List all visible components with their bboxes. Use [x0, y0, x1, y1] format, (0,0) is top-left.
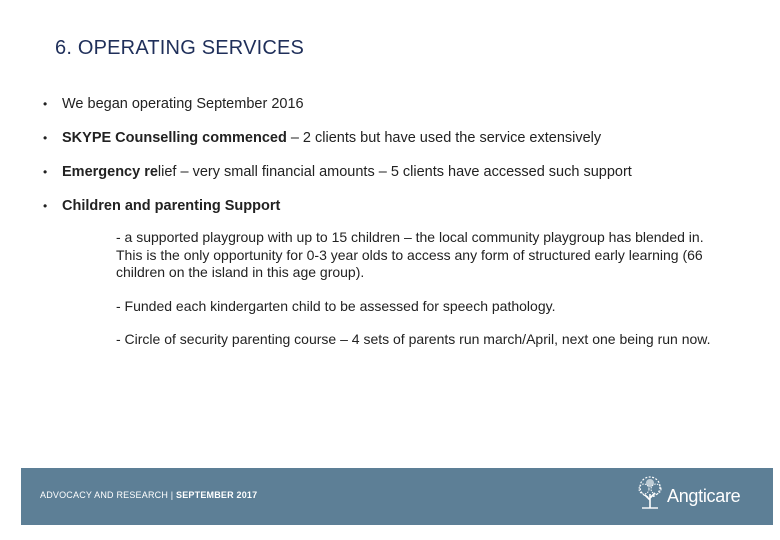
bullet-text: – 2 clients but have used the service extensively	[286, 130, 602, 146]
sub-item-list	[116, 229, 716, 365]
bullet-text: We began operating September 2016	[62, 96, 304, 112]
anglicare-logo	[635, 476, 765, 516]
bullet-dot: •	[43, 165, 48, 179]
sub-item: - a supported playgroup with up to 15 children – the local community playgroup has blended in. This is the only opportunity for 0-3 year olds to access any form of structured early learning (66 children on the island in this age group).	[116, 229, 704, 280]
bullet-bold-text: Emergency re	[62, 164, 158, 180]
sub-item: - Funded each kindergarten child to be assessed for speech pathology.	[116, 297, 556, 314]
bullet-dot: •	[43, 199, 48, 213]
footer-date: SEPTEMBER 2017	[176, 490, 258, 500]
bullet-bold-text: Children and parenting Support	[62, 198, 281, 214]
page-title: 6. OPERATING SERVICES	[55, 37, 305, 59]
footer-bar	[21, 468, 773, 525]
bullet-item	[43, 129, 743, 147]
bullet-item	[43, 95, 743, 113]
footer-text	[40, 490, 257, 500]
sub-item: - Circle of security parenting course – 4 sets of parents run march/April, next one being run now.	[116, 331, 711, 347]
bullet-text: lief – very small financial amounts – 5 clients have accessed such support	[157, 164, 632, 180]
footer-org: ADVOCACY AND RESEARCH |	[40, 490, 177, 500]
bullet-dot: •	[43, 131, 48, 145]
logo-text: Angticare	[667, 486, 741, 506]
tree-icon	[635, 476, 665, 514]
bullet-dot: •	[43, 97, 48, 111]
bullet-item	[43, 197, 743, 215]
bullet-bold-text: SKYPE Counselling commenced	[62, 130, 287, 146]
bullet-list	[43, 95, 743, 231]
bullet-item	[43, 163, 743, 181]
